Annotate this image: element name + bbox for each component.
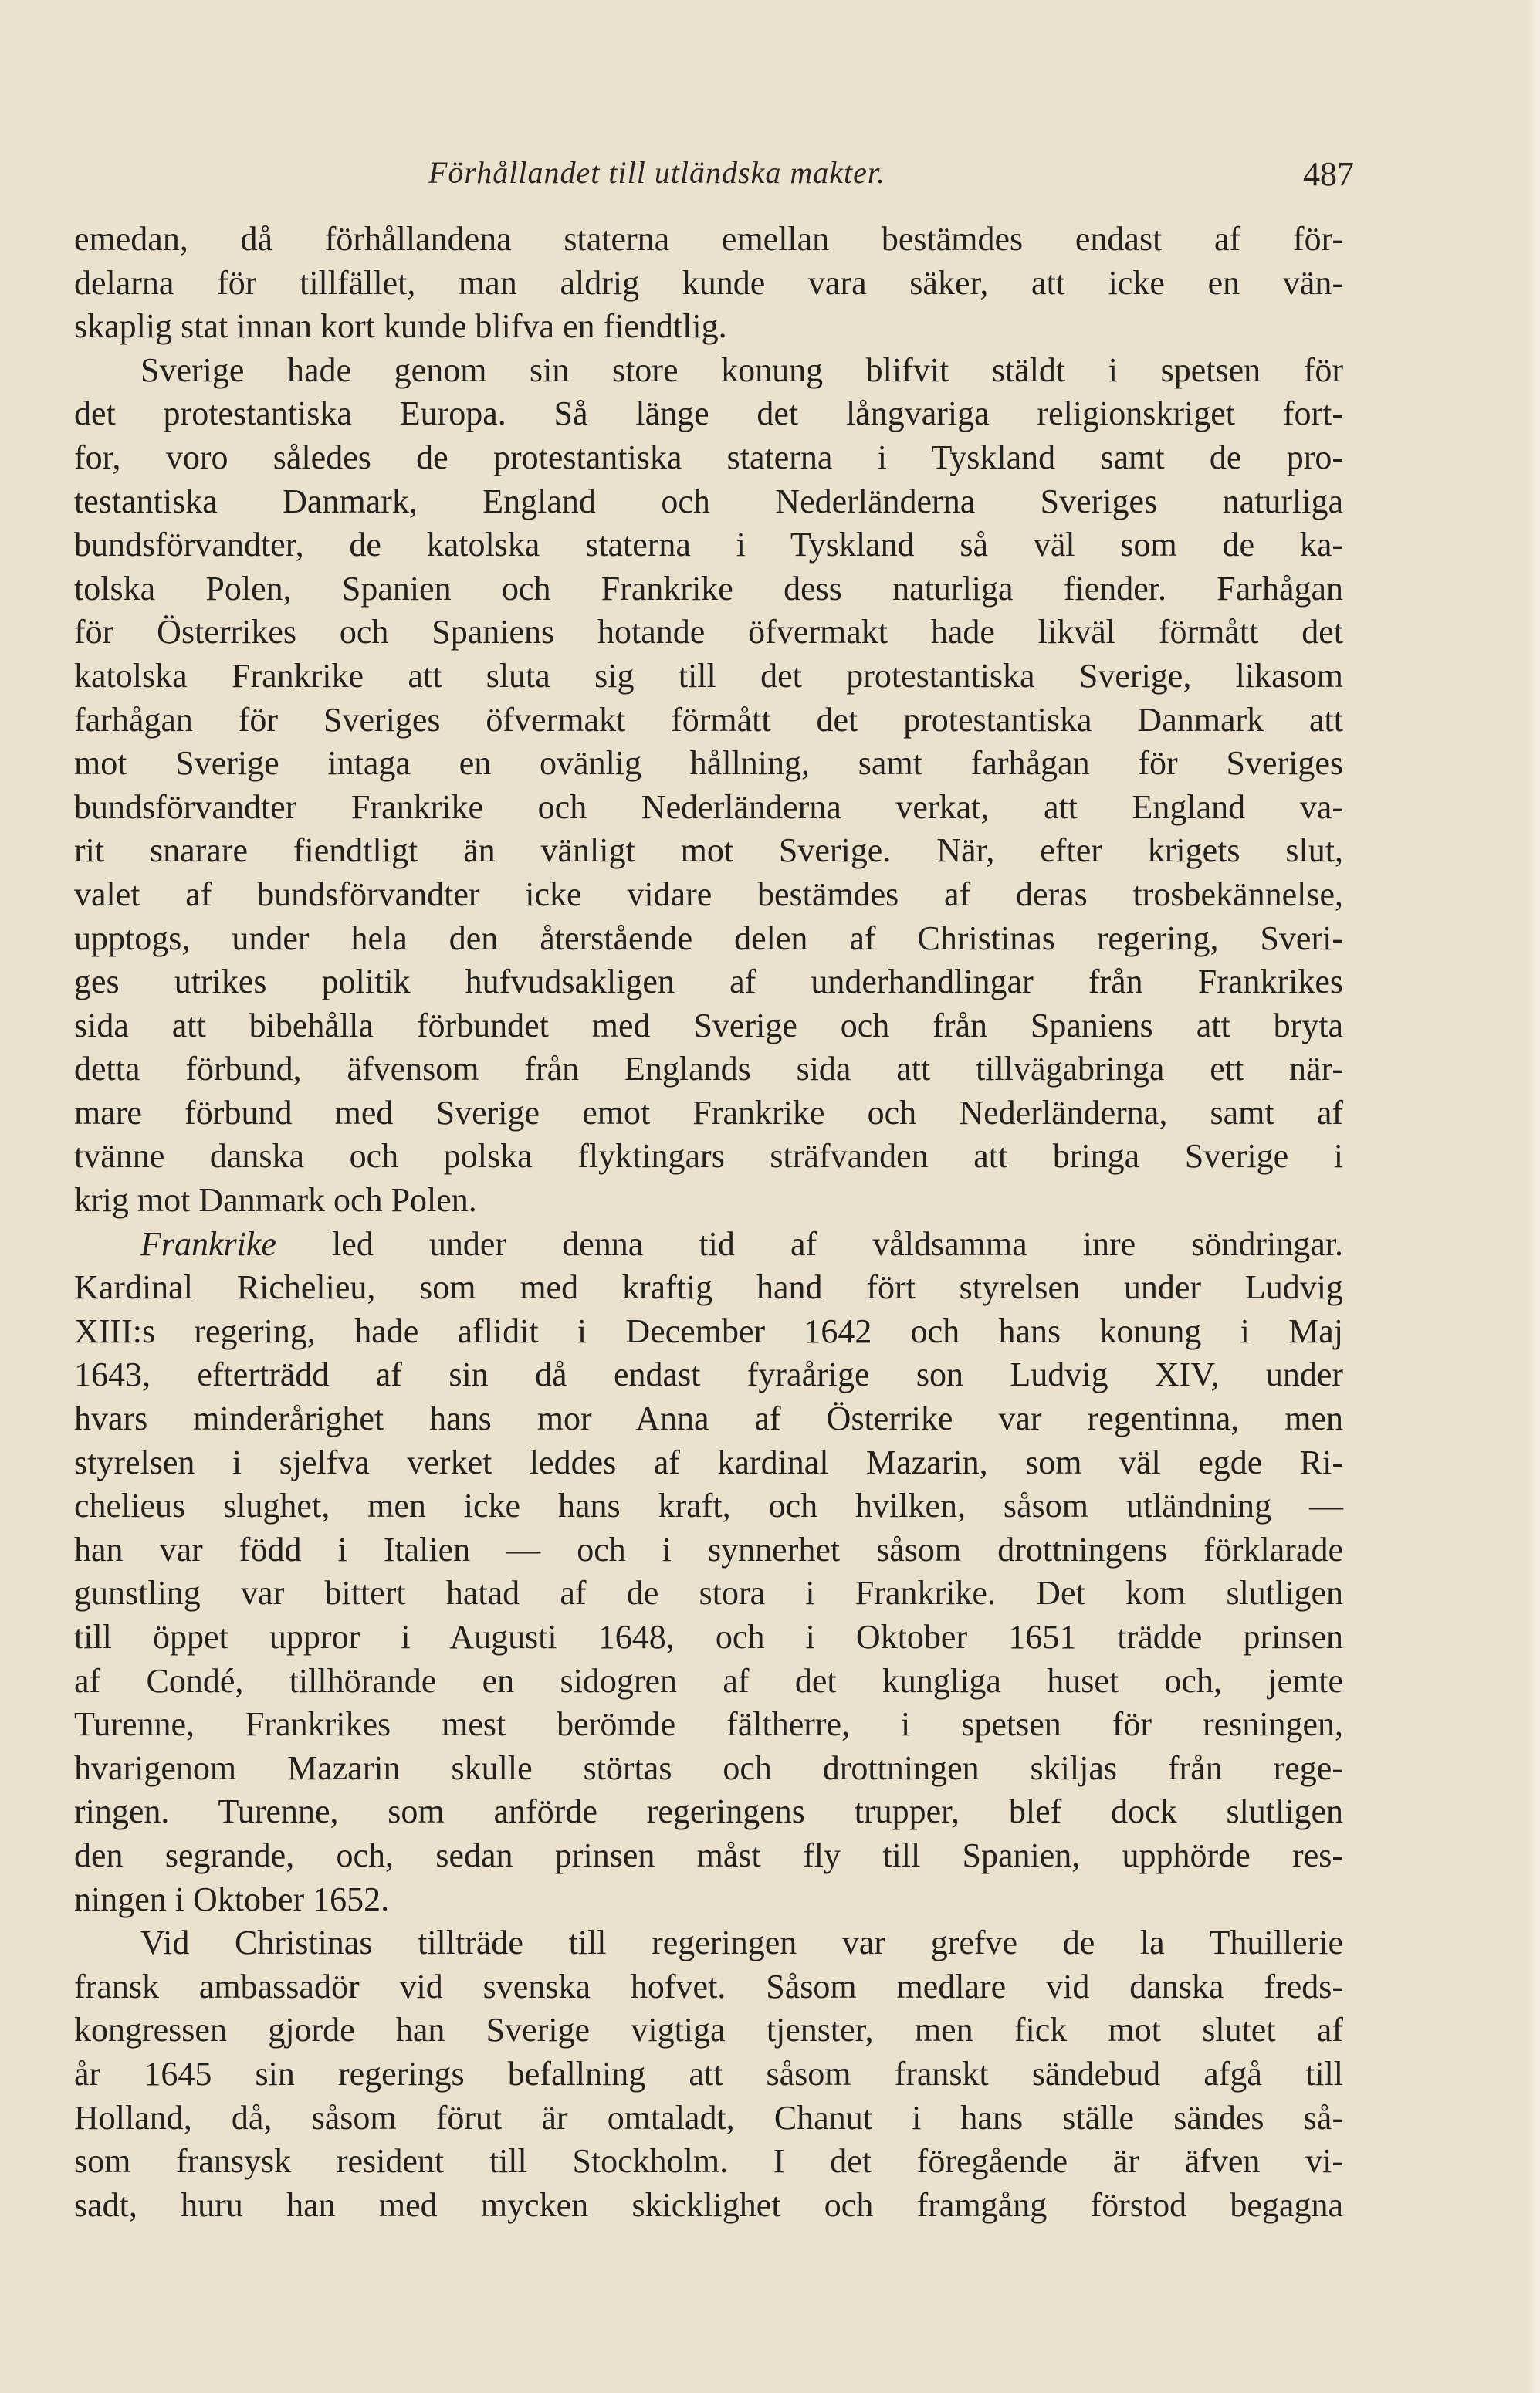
- text-line: chelieus slughet, men icke hans kraft, och hvilken, såsom utländning —: [74, 1487, 1343, 1525]
- text-line: fransk ambassadör vid svenska hofvet. Såsom medlare vid danska freds-: [74, 1967, 1343, 2005]
- text-line: ringen. Turenne, som anförde regeringens trupper, blef dock slutligen: [74, 1792, 1343, 1831]
- text-line: ningen i Oktober 1652.: [74, 1880, 390, 1918]
- text-line-rest: led under denna tid af våldsamma inre söndringar.: [332, 1224, 1344, 1263]
- text-line: farhågan för Sveriges öfvermakt förmått det protestantiska Danmark att: [74, 700, 1343, 739]
- text-line: mare förbund med Sverige emot Frankrike och Nederländerna, samt af: [74, 1093, 1343, 1132]
- text-line: krig mot Danmark och Polen.: [74, 1181, 477, 1220]
- text-line: delarna för tillfället, man aldrig kunde vara säker, att icke en vän-: [74, 263, 1343, 302]
- text-line: bundsförvandter Frankrike och Nederländerna verkat, att England va-: [74, 787, 1343, 826]
- text-line: bundsförvandter, de katolska staterna i Tyskland så väl som de ka-: [74, 526, 1343, 564]
- running-head: Förhållandet till utländska makter.: [428, 155, 886, 190]
- text-line: det protestantiska Europa. Så länge det långvariga religionskriget fort-: [74, 394, 1343, 433]
- text-line: till öppet uppror i Augusti 1648, och i Oktober 1651 trädde prinsen: [74, 1618, 1343, 1656]
- text-line: den segrande, och, sedan prinsen måst fly till Spanien, upphörde res-: [74, 1836, 1343, 1874]
- text-line: gunstling var bittert hatad af de stora i Frankrike. Det kom slutligen: [74, 1574, 1343, 1613]
- text-line: tvänne danska och polska flyktingars sträfvanden att bringa Sverige i: [74, 1137, 1343, 1176]
- text-line: testantiska Danmark, England och Nederländerna Sveriges naturliga: [74, 482, 1343, 520]
- text-line: Turenne, Frankrikes mest berömde fältherre, i spetsen för resningen,: [74, 1705, 1343, 1744]
- text-line: sida att bibehålla förbundet med Sverige och från Spaniens att bryta: [74, 1006, 1343, 1044]
- text-line: skaplig stat innan kort kunde blifva en fiendtlig.: [74, 307, 727, 346]
- text-line: sadt, huru han med mycken skicklighet och framgång förstod begagna: [74, 2185, 1343, 2224]
- text-line: mot Sverige intaga en ovänlig hållning, samt farhågan för Sveriges: [74, 744, 1343, 783]
- text-line: Holland, då, såsom förut är omtaladt, Chanut i hans ställe sändes så-: [74, 2098, 1343, 2137]
- text-line: ges utrikes politik hufvudsakligen af underhandlingar från Frankrikes: [74, 963, 1343, 1001]
- text-line: styrelsen i sjelfva verket leddes af kardinal Mazarin, som väl egde Ri-: [74, 1443, 1343, 1481]
- text-line: [74, 1223, 1343, 1267]
- text-line: detta förbund, äfvensom från Englands sida att tillvägabringa ett när-: [74, 1050, 1343, 1088]
- text-line: Kardinal Richelieu, som med kraftig hand fört styrelsen under Ludvig: [74, 1268, 1343, 1307]
- text-line: Sverige hade genom sin store konung blifvit stäldt i spetsen för: [140, 350, 1343, 389]
- text-line: af Condé, tillhörande en sidogren af det kungliga huset och, jemte: [74, 1661, 1343, 1700]
- text-line: Vid Christinas tillträde till regeringen var grefve de la Thuillerie: [140, 1924, 1343, 1962]
- text-line: katolska Frankrike att sluta sig till det protestantiska Sverige, likasom: [74, 656, 1343, 695]
- text-line: valet af bundsförvandter icke vidare bestämdes af deras trosbekännelse,: [74, 875, 1343, 913]
- body-text: [74, 218, 1343, 2227]
- text-line: som fransysk resident till Stockholm. I det föregående är äfven vi-: [74, 2142, 1343, 2181]
- text-line: 1643, efterträdd af sin då endast fyraårige son Ludvig XIV, under: [74, 1356, 1343, 1394]
- text-line: rit snarare fiendtligt än vänligt mot Sverige. När, efter krigets slut,: [74, 831, 1343, 870]
- text-line: hvars minderårighet hans mor Anna af Österrike var regentinna, men: [74, 1400, 1343, 1438]
- text-line: för Österrikes och Spaniens hotande öfvermakt hade likväl förmått det: [74, 613, 1343, 652]
- text-line: tolska Polen, Spanien och Frankrike dess naturliga fiender. Farhågan: [74, 569, 1343, 608]
- text-line: upptogs, under hela den återstående delen af Christinas regering, Sveri-: [74, 919, 1343, 957]
- text-line: for, voro således de protestantiska staterna i Tyskland samt de pro-: [74, 438, 1343, 476]
- text-line: kongressen gjorde han Sverige vigtiga tjenster, men fick mot slutet af: [74, 2011, 1343, 2049]
- page-number: 487: [1303, 155, 1354, 193]
- text-line: XIII:s regering, hade aflidit i December 1642 och hans konung i Maj: [74, 1312, 1343, 1350]
- text-line: hvarigenom Mazarin skulle störtas och drottningen skiljas från rege-: [74, 1748, 1343, 1787]
- section-lead-word: Frankrike: [140, 1224, 276, 1263]
- page-edge: [1526, 0, 1540, 2393]
- text-line: emedan, då förhållandena staterna emellan bestämdes endast af för-: [74, 220, 1343, 258]
- text-line: han var född i Italien — och i synnerhet såsom drottningens förklarade: [74, 1530, 1343, 1569]
- text-line: år 1645 sin regerings befallning att såsom franskt sändebud afgå till: [74, 2054, 1343, 2093]
